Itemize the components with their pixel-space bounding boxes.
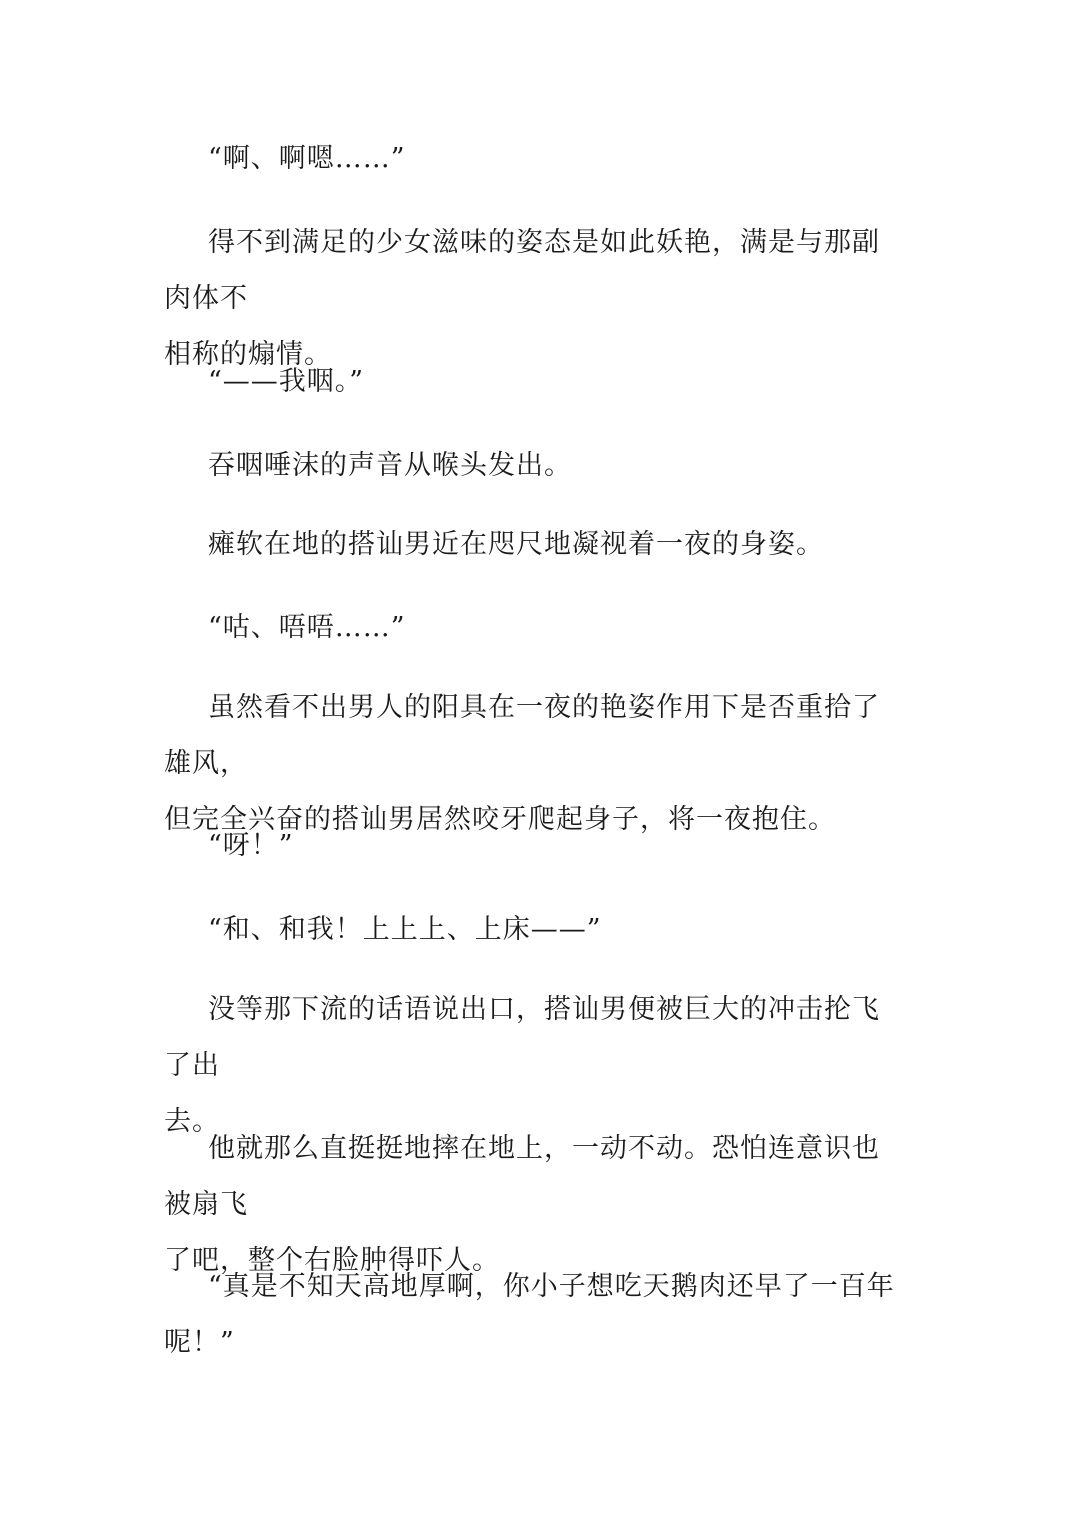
text-line: 虽然看不出男人的阳具在一夜的艳姿作用下是否重拾了雄风， — [164, 692, 880, 779]
text-line: “啊、啊嗯……” — [208, 143, 406, 174]
text-line: 吞咽唾沫的声音从喉头发出。 — [208, 450, 572, 481]
dialogue-paragraph — [164, 600, 896, 656]
text-line: “真是不知天高地厚啊，你小子想吃天鹅肉还早了一百年 — [208, 1271, 895, 1302]
text-line: “咕、唔唔……” — [208, 612, 406, 643]
text-line: 相称的煽情。 — [164, 339, 332, 370]
dialogue-paragraph — [164, 818, 896, 874]
text-line: 了吧，整个右脸肿得吓人。 — [164, 1245, 500, 1276]
text-line: 他就那么直挺挺地摔在地上，一动不动。恐怕连意识也被扇飞 — [164, 1133, 880, 1220]
narration-paragraph — [164, 438, 896, 494]
dialogue-paragraph — [164, 354, 896, 410]
text-line: 但完全兴奋的搭讪男居然咬牙爬起身子，将一夜抱住。 — [164, 804, 836, 835]
text-line: 没等那下流的话语说出口，搭讪男便被巨大的冲击抡飞了出 — [164, 994, 880, 1081]
dialogue-paragraph — [164, 1259, 896, 1371]
text-line: 瘫软在地的搭讪男近在咫尺地凝视着一夜的身姿。 — [208, 529, 824, 560]
text-line: 呢！” — [164, 1327, 235, 1358]
text-line: “呀！” — [208, 830, 294, 861]
text-line: “和、和我！上上上、上床——” — [208, 914, 602, 945]
text-line: “——我咽。” — [208, 366, 365, 397]
dialogue-paragraph — [164, 902, 896, 958]
dialogue-paragraph — [164, 131, 896, 187]
text-line: 去。 — [164, 1106, 220, 1137]
narration-paragraph — [164, 517, 896, 573]
text-line: 得不到满足的少女滋味的姿态是如此妖艳，满是与那副肉体不 — [164, 227, 880, 314]
